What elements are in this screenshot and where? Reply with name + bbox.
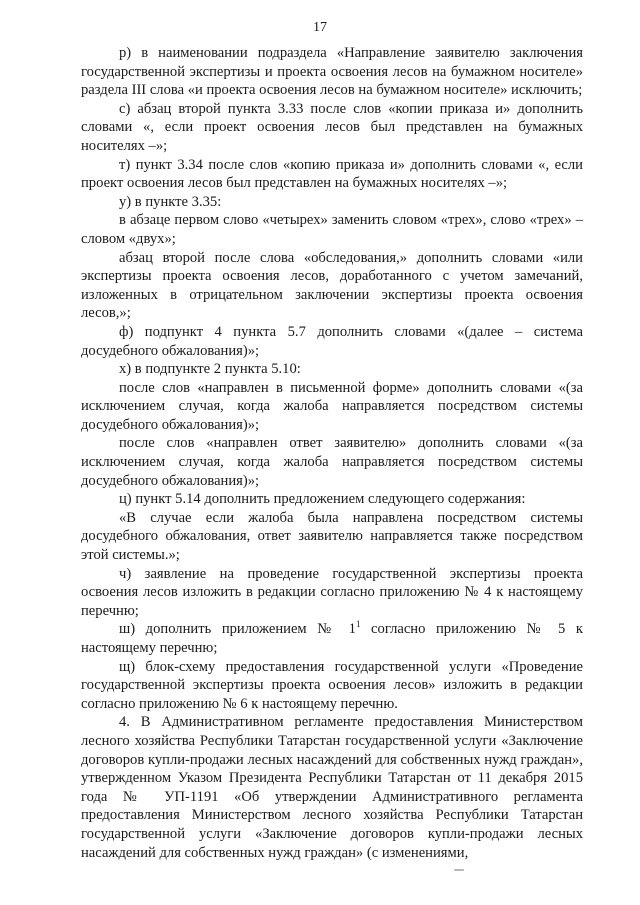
paragraph-ts: ц) пункт 5.14 дополнить предложением следующего содержания: — [119, 491, 526, 508]
paragraph-s: с) абзац второй пункта 3.33 после слов «копии приказа и» дополнить словами «, если проект освоения лесов был представлен на бумажных носителях –»; — [81, 100, 583, 154]
paragraph-ts-quote: «В случае если жалоба была направлена посредством системы досудебного обжалования, ответ заявителю направляется также посредством этой системы.»; — [81, 509, 583, 564]
paragraph-shch: щ) блок-схему предоставления государственной услуги «Проведение государственной экспертизы проекта освоения лесов» изложить в редакции согласно приложению № 6 к настоящему перечню. — [81, 658, 583, 712]
paragraph-u-second: абзац второй после слова «обследования,» дополнить словами «или экспертизы проекта освоения лесов, доработанного с учетом замечаний, изложенных в отрицательном заключении экспертизы проекта освоения лесов,»; — [81, 249, 583, 322]
paragraph-kh: х) в подпункте 2 пункта 5.10: — [119, 361, 301, 378]
scan-artifact — [454, 869, 464, 871]
page-number: 17 — [313, 20, 327, 35]
paragraph-r: р) в наименовании подраздела «Направление заявителю заключения государственной экспертизы и проекта освоения лесов на бумажном носителе» раздела III слова «и проекта освоения лесов на бумажном носителе» исключить; — [81, 45, 583, 99]
paragraph-f: ф) подпункт 4 пункта 5.7 дополнить словами «(далее – система досудебного обжалования)»; — [81, 323, 583, 359]
paragraph-t: т) пункт 3.34 после слов «копию приказа и» дополнить словами «, если проект освоения лесов был представлен на бумажных носителях –»; — [81, 156, 583, 192]
paragraph-sh-before: ш) дополнить приложением № 1 — [119, 621, 356, 638]
paragraph-u: у) в пункте 3.35: — [119, 193, 222, 210]
document-body — [81, 44, 583, 862]
paragraph-sh-superscript: 1 — [355, 619, 361, 630]
paragraph-sh — [81, 620, 583, 657]
paragraph-kh-second: после слов «направлен ответ заявителю» дополнить словами «(за исключением случая, когда жалоба направляется посредством системы досудебного обжалования)»; — [81, 435, 583, 489]
paragraph-item-4: 4. В Административном регламенте предоставления Министерством лесного хозяйства Республики Татарстан государственной услуги «Заключение договоров купли-продажи лесных насаждений для собственных нужд граждан», утвержденном Указом Президента Республики Татарстан от 11 декабря 2015 года № УП-1191 «Об утверждении Административного регламента предоставления Министерством лесного хозяйства Республики Татарстан государственной услуги «Заключение договоров купли-продажи лесных насаждений для собственных нужд граждан» (с изменениями, — [81, 714, 583, 861]
paragraph-ch: ч) заявление на проведение государственной экспертизы проекта освоения лесов изложить в редакции согласно приложению № 4 к настоящему перечню; — [81, 565, 583, 619]
paragraph-kh-first: после слов «направлен в письменной форме» дополнить словами «(за исключением случая, когда жалоба направляется посредством системы досудебного обжалования)»; — [81, 379, 583, 433]
paragraph-sh-after: согласно приложению № 5 к настоящему перечню; — [81, 621, 583, 656]
paragraph-u-first: в абзаце первом слово «четырех» заменить словом «трех», слово «трех» – словом «двух»; — [81, 212, 583, 247]
